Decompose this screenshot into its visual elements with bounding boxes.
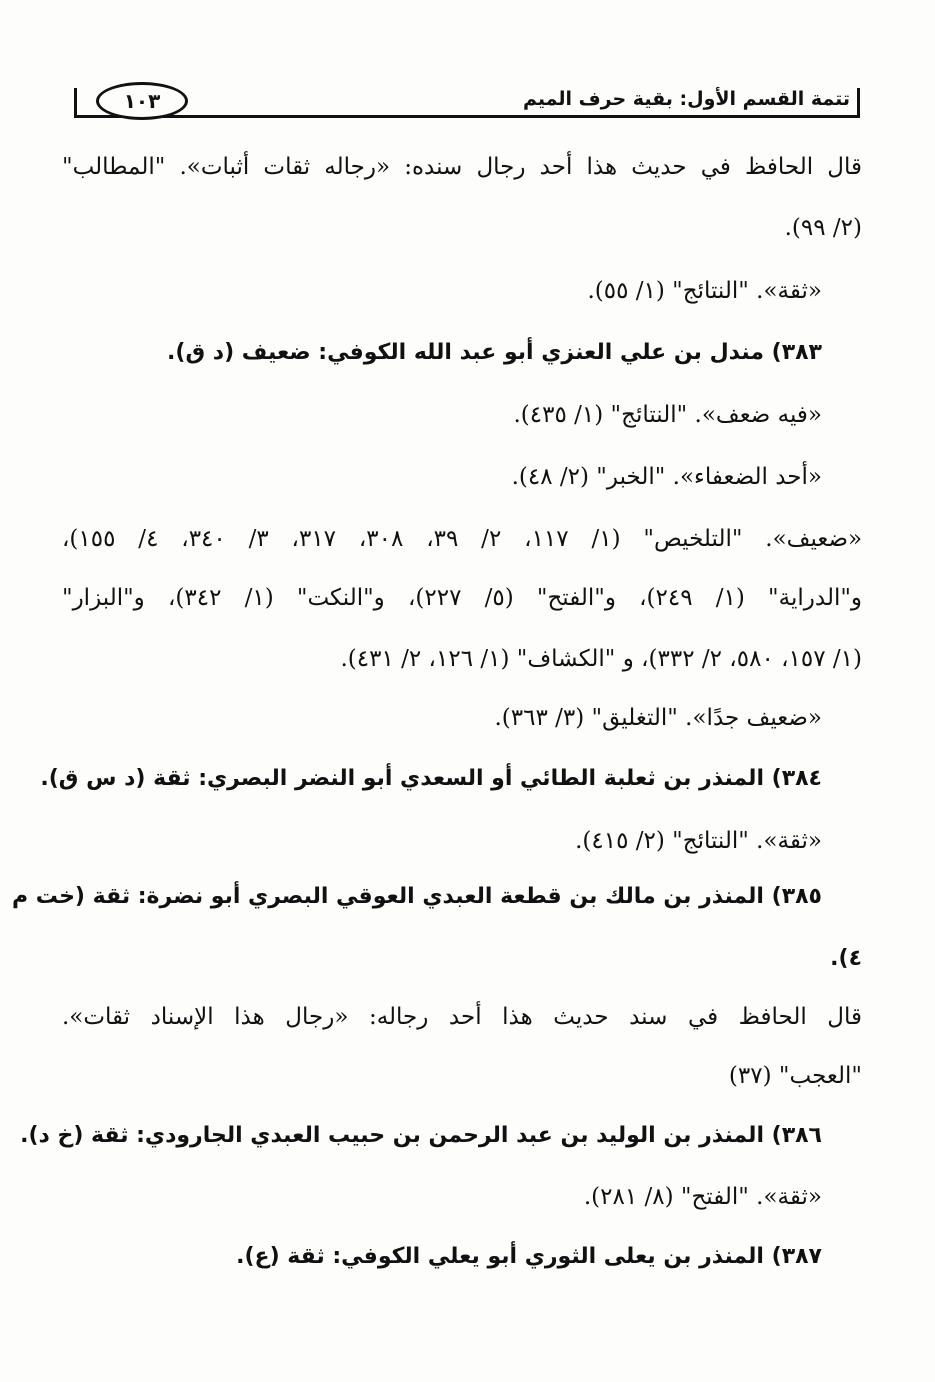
- text-line: «ضعيف». "التلخيص" (١/ ١١٧، ٢/ ٣٩، ٣٠٨، ٣١٧، ٣/ ٣٤٠، ٤/ ١٥٥)،: [62, 526, 863, 552]
- text-line: «ثقة». "النتائج" (٢/ ٤١٥).: [575, 828, 822, 854]
- entry-385: ٣٨٥) المنذر بن مالك بن قطعة العبدي العوقي البصري أبو نضرة: ثقة (خت م: [12, 884, 822, 909]
- entry-385-cont: ٤).: [830, 946, 862, 971]
- running-head-title: تتمة القسم الأول: بقية حرف الميم: [522, 88, 850, 110]
- text-line: "العجب" (٣٧): [728, 1063, 862, 1089]
- running-header: [74, 78, 860, 118]
- text-line: (١/ ١٥٧، ٥٨٠، ٢/ ٣٣٢)، و "الكشاف" (١/ ١٢٦، ٢/ ٤٣١).: [340, 646, 862, 672]
- entry-383: ٣٨٣) مندل بن علي العنزي أبو عبد الله الكوفي: ضعيف (د ق).: [167, 340, 822, 365]
- text-line: و"الدراية" (١/ ٢٤٩)، و"الفتح" (٥/ ٢٢٧)، و"النكت" (١/ ٣٤٢)، و"البزار": [62, 585, 863, 611]
- text-line: قال الحافظ في حديث هذا أحد رجال سنده: «رجاله ثقات أثبات». "المطالب": [62, 154, 862, 180]
- text-line: «فيه ضعف». "النتائج" (١/ ٤٣٥).: [513, 402, 822, 428]
- text-line: قال الحافظ في سند حديث هذا أحد رجاله: «رجال هذا الإسناد ثقات».: [62, 1004, 862, 1030]
- text-line: «أحد الضعفاء». "الخبر" (٢/ ٤٨).: [511, 464, 822, 490]
- text-line: «ثقة». "النتائج" (١/ ٥٥).: [587, 278, 822, 304]
- text-line: (٢/ ٩٩).: [784, 215, 862, 241]
- header-rule: [74, 115, 860, 118]
- entry-387: ٣٨٧) المنذر بن يعلى الثوري أبو يعلي الكوفي: ثقة (ع).: [236, 1244, 822, 1269]
- page-number: ١٠٣: [96, 82, 188, 120]
- text-line: «ضعيف جدًا». "التغليق" (٣/ ٣٦٣).: [494, 705, 822, 731]
- entry-384: ٣٨٤) المنذر بن ثعلبة الطائي أو السعدي أبو النضر البصري: ثقة (د س ق).: [40, 766, 822, 791]
- entry-386: ٣٨٦) المنذر بن الوليد بن عبد الرحمن بن حبيب العبدي الجارودي: ثقة (خ د).: [20, 1123, 822, 1148]
- text-line: «ثقة». "الفتح" (٨/ ٢٨١).: [583, 1184, 822, 1210]
- header-left-bar: [74, 88, 77, 118]
- header-right-bar: [857, 88, 860, 118]
